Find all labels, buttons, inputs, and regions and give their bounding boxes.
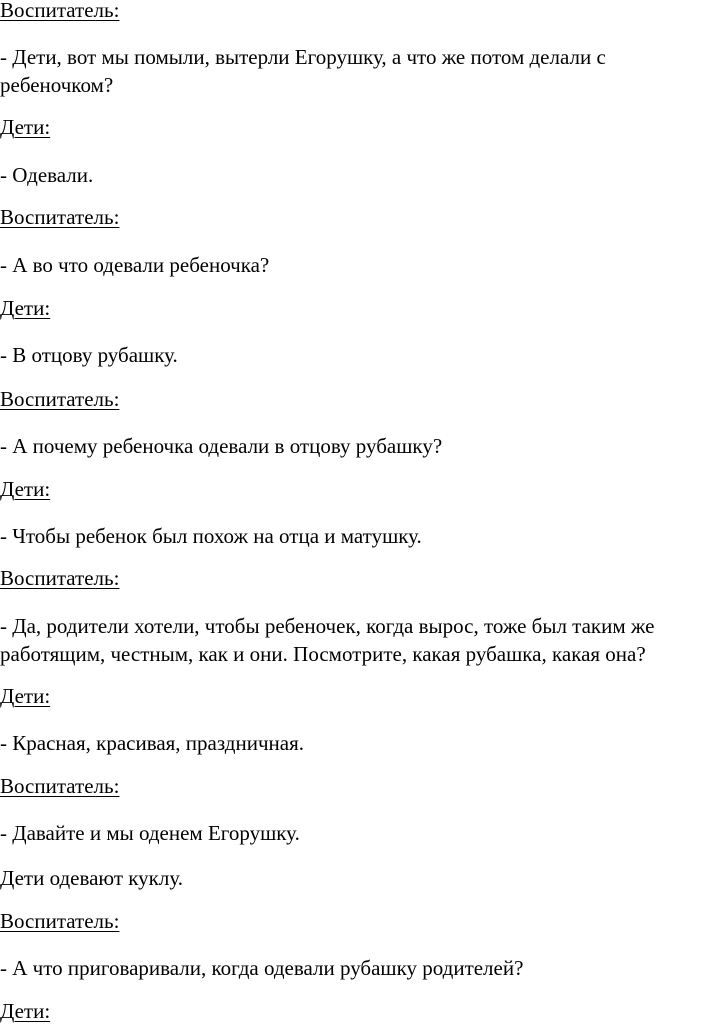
speech-line: ребеночком? [0, 73, 114, 97]
speech-line: - А во что одевали ребеночка? [0, 253, 270, 277]
speech-line: работящим, честным, как и они. Посмотрите, какая рубашка, какая она? [0, 642, 646, 666]
speaker-label: Дети: [0, 684, 51, 708]
speaker-label: Воспитатель: [0, 774, 120, 798]
speaker-label: Дети: [0, 115, 51, 139]
speech-line: - Красная, красивая, праздничная. [0, 731, 304, 755]
speech-line: Дети одевают куклу. [0, 866, 184, 890]
speaker-label: Дети: [0, 999, 51, 1023]
speaker-label: Воспитатель: [0, 909, 120, 933]
speaker-label: Воспитатель: [0, 566, 120, 590]
speech-line: - Давайте и мы оденем Егорушку. [0, 821, 300, 845]
speaker-label: Воспитатель: [0, 205, 120, 229]
speech-line: - А почему ребеночка одевали в отцову рубашку? [0, 434, 443, 458]
speech-line: - А что приговаривали, когда одевали рубашку родителей? [0, 956, 524, 980]
speech-line: - Одевали. [0, 163, 94, 187]
speech-line: - Чтобы ребенок был похож на отца и матушку. [0, 524, 422, 548]
speech-line: - Да, родители хотели, чтобы ребеночек, когда вырос, тоже был таким же [0, 614, 655, 638]
speaker-label: Воспитатель: [0, 0, 120, 22]
speech-line: - Дети, вот мы помыли, вытерли Егорушку, а что же потом делали с [0, 45, 606, 69]
speaker-label: Дети: [0, 477, 51, 501]
speaker-label: Дети: [0, 296, 51, 320]
speaker-label: Воспитатель: [0, 387, 120, 411]
speech-line: - В отцову рубашку. [0, 343, 178, 367]
